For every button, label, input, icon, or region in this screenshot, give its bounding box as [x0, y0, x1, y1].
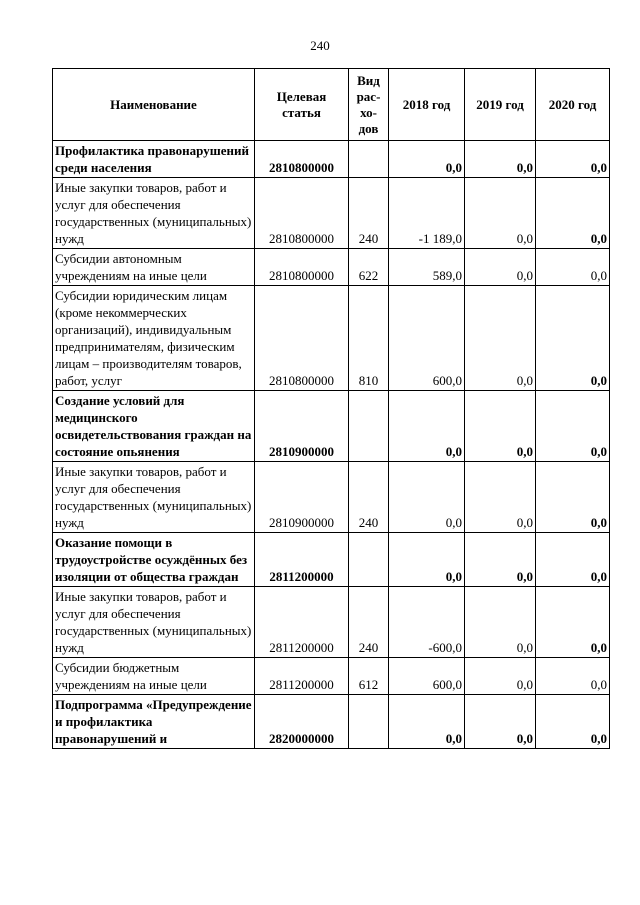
table-header-row [53, 69, 610, 141]
table-row [53, 391, 610, 462]
row-2019-cell: 0,0 [465, 178, 536, 249]
row-expense-type-cell: 240 [349, 587, 389, 658]
table-row [53, 141, 610, 178]
row-2018-cell: -600,0 [389, 587, 465, 658]
row-expense-type-cell: 240 [349, 462, 389, 533]
row-expense-type-cell [349, 391, 389, 462]
row-name-cell: Субсидии бюджетным учреждениям на иные цели [53, 658, 255, 695]
row-expense-type-cell: 240 [349, 178, 389, 249]
row-2018-cell: 0,0 [389, 141, 465, 178]
row-expense-type-cell [349, 141, 389, 178]
row-2019-cell: 0,0 [465, 462, 536, 533]
row-2019-cell: 0,0 [465, 141, 536, 178]
table-row [53, 462, 610, 533]
row-2018-cell: 0,0 [389, 695, 465, 749]
row-2018-cell: 0,0 [389, 462, 465, 533]
row-name-cell: Иные закупки товаров, работ и услуг для обеспечения государственных (муниципальных) нужд [53, 178, 255, 249]
header-expense-type: Вид рас-хо-дов [349, 69, 389, 141]
row-target-article-cell: 2810800000 [255, 178, 349, 249]
header-2019: 2019 год [465, 69, 536, 141]
row-2018-cell: 600,0 [389, 286, 465, 391]
row-2019-cell: 0,0 [465, 695, 536, 749]
row-target-article-cell: 2810800000 [255, 249, 349, 286]
row-2018-cell: 0,0 [389, 391, 465, 462]
row-target-article-cell: 2810900000 [255, 391, 349, 462]
row-2018-cell: -1 189,0 [389, 178, 465, 249]
row-2018-cell: 600,0 [389, 658, 465, 695]
row-expense-type-cell [349, 533, 389, 587]
row-2019-cell: 0,0 [465, 587, 536, 658]
row-name-cell: Подпрограмма «Предупреждение и профилактика правонарушений и [53, 695, 255, 749]
page-number: 240 [310, 38, 330, 53]
row-name-cell: Иные закупки товаров, работ и услуг для обеспечения государственных (муниципальных) нужд [53, 587, 255, 658]
header-2018: 2018 год [389, 69, 465, 141]
row-name-cell: Создание условий для медицинского освидетельствования граждан на состояние опьянения [53, 391, 255, 462]
row-name-cell: Профилактика правонарушений среди населения [53, 141, 255, 178]
row-target-article-cell: 2810800000 [255, 286, 349, 391]
row-target-article-cell: 2811200000 [255, 533, 349, 587]
table-row [53, 695, 610, 749]
table-row [53, 286, 610, 391]
row-expense-type-cell: 612 [349, 658, 389, 695]
header-2020: 2020 год [536, 69, 610, 141]
table-row [53, 587, 610, 658]
row-2020-cell: 0,0 [536, 695, 610, 749]
row-2020-cell: 0,0 [536, 141, 610, 178]
row-2020-cell: 0,0 [536, 249, 610, 286]
row-2019-cell: 0,0 [465, 286, 536, 391]
row-2018-cell: 589,0 [389, 249, 465, 286]
header-target-article: Целевая статья [255, 69, 349, 141]
row-2020-cell: 0,0 [536, 286, 610, 391]
row-target-article-cell: 2810900000 [255, 462, 349, 533]
table-row [53, 658, 610, 695]
row-2018-cell: 0,0 [389, 533, 465, 587]
row-target-article-cell: 2811200000 [255, 658, 349, 695]
table-row [53, 249, 610, 286]
row-expense-type-cell [349, 695, 389, 749]
row-name-cell: Субсидии автономным учреждениям на иные цели [53, 249, 255, 286]
budget-table [52, 68, 610, 749]
row-expense-type-cell: 622 [349, 249, 389, 286]
row-name-cell: Иные закупки товаров, работ и услуг для обеспечения государственных (муниципальных) нужд [53, 462, 255, 533]
row-target-article-cell: 2810800000 [255, 141, 349, 178]
row-2019-cell: 0,0 [465, 533, 536, 587]
table-row [53, 533, 610, 587]
row-2020-cell: 0,0 [536, 658, 610, 695]
row-2020-cell: 0,0 [536, 178, 610, 249]
row-2020-cell: 0,0 [536, 533, 610, 587]
row-target-article-cell: 2820000000 [255, 695, 349, 749]
row-2019-cell: 0,0 [465, 391, 536, 462]
row-name-cell: Оказание помощи в трудоустройстве осуждённых без изоляции от общества граждан [53, 533, 255, 587]
row-name-cell: Субсидии юридическим лицам (кроме некоммерческих организаций), индивидуальным предпринимателям, физическим лицам – производителям товаров, работ, услуг [53, 286, 255, 391]
row-2020-cell: 0,0 [536, 462, 610, 533]
row-2019-cell: 0,0 [465, 249, 536, 286]
header-name: Наименование [53, 69, 255, 141]
row-target-article-cell: 2811200000 [255, 587, 349, 658]
row-2020-cell: 0,0 [536, 391, 610, 462]
row-expense-type-cell: 810 [349, 286, 389, 391]
row-2019-cell: 0,0 [465, 658, 536, 695]
table-row [53, 178, 610, 249]
row-2020-cell: 0,0 [536, 587, 610, 658]
